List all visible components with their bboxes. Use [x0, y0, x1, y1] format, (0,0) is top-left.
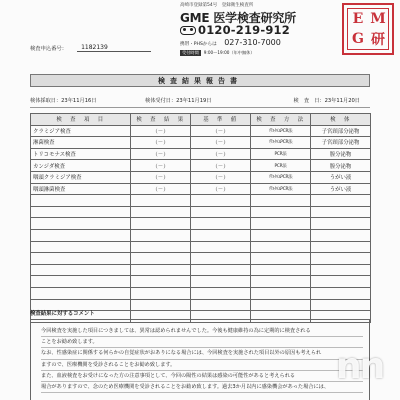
cell-result [131, 241, 191, 253]
hours-row [180, 50, 255, 56]
cell-specimen [311, 206, 371, 218]
lab-name: GME 医学検査研究所 [180, 11, 296, 25]
cell-item: トリコモナス検査 [31, 148, 131, 160]
cell-specimen [311, 195, 371, 207]
cell-specimen: 子宮頸部分泌物 [311, 125, 371, 137]
seal-char: M [370, 11, 386, 27]
cell-method: PCR法 [251, 160, 311, 172]
seal-grid [347, 8, 389, 50]
comment-line: ますので、医療機関を受診されることをお勧め致します。 [41, 360, 363, 371]
table-row [31, 218, 371, 230]
phone-row [180, 24, 290, 36]
table-row [31, 195, 371, 207]
cell-method [251, 218, 311, 230]
cell-result: （－） [131, 183, 191, 195]
cell-item [31, 218, 131, 230]
cell-method [251, 264, 311, 276]
cell-result [131, 264, 191, 276]
cell-method: PCR法 [251, 148, 311, 160]
cell-reference [191, 287, 251, 299]
freedial-icon [180, 26, 196, 35]
cell-specimen [311, 299, 371, 311]
cell-item: 咽頭淋菌検査 [31, 183, 131, 195]
cell-method: ﾘｱﾙﾀｲﾑPCR法 [251, 137, 311, 149]
cell-reference [191, 253, 251, 265]
cell-reference [191, 218, 251, 230]
report-title: 検査結果報告書 [30, 74, 370, 87]
cell-result [131, 253, 191, 265]
table-row [31, 287, 371, 299]
cell-item: 淋菌検査 [31, 137, 131, 149]
application-label: 検査申込番号： [30, 46, 68, 52]
cell-method [251, 299, 311, 311]
cell-item: クラミジア検査 [31, 125, 131, 137]
cell-item [31, 264, 131, 276]
cell-item [31, 229, 131, 241]
cell-specimen [311, 241, 371, 253]
cell-specimen [311, 253, 371, 265]
cell-method [251, 206, 311, 218]
cell-reference [191, 206, 251, 218]
cell-method [251, 195, 311, 207]
cell-item [31, 287, 131, 299]
header-specimen: 検 体 [311, 114, 371, 126]
cell-specimen: 膣分泌物 [311, 160, 371, 172]
cell-reference [191, 276, 251, 288]
cell-result: （－） [131, 171, 191, 183]
cell-method: ﾘｱﾙﾀｲﾑPCR法 [251, 171, 311, 183]
table-row [31, 253, 371, 265]
cell-reference: （－） [191, 160, 251, 172]
seal-char: G [352, 31, 364, 47]
cell-reference: （－） [191, 125, 251, 137]
cell-result [131, 276, 191, 288]
table-row [31, 137, 371, 149]
comment-heading: 検査結果に対するコメント [30, 311, 95, 317]
cell-item [31, 241, 131, 253]
cell-result: （－） [131, 125, 191, 137]
cell-result [131, 218, 191, 230]
phone-number: 0120-219-912 [198, 23, 290, 37]
cell-specimen [311, 218, 371, 230]
cell-method [251, 241, 311, 253]
cell-item: 咽頭クラミジア検査 [31, 171, 131, 183]
cell-specimen: 子宮頸部分泌物 [311, 137, 371, 149]
cell-reference [191, 299, 251, 311]
cell-method [251, 229, 311, 241]
seal-char: E [352, 11, 364, 27]
hours-text: 9:00～19:00（年中無休） [203, 50, 255, 55]
table-row [31, 160, 371, 172]
cell-specimen [311, 287, 371, 299]
cell-method [251, 276, 311, 288]
results-table [30, 113, 371, 323]
table-row [31, 264, 371, 276]
watermark-logo: nn [336, 346, 384, 387]
header-method: 検 査 方 法 [251, 114, 311, 126]
cell-result [131, 287, 191, 299]
cell-result [131, 206, 191, 218]
cell-reference: （－） [191, 183, 251, 195]
header-reference: 基 準 値 [191, 114, 251, 126]
cell-reference [191, 195, 251, 207]
cell-result: （－） [131, 160, 191, 172]
cell-reference: （－） [191, 171, 251, 183]
cell-specimen [311, 276, 371, 288]
cell-item [31, 253, 131, 265]
table-row [31, 241, 371, 253]
comment-line: 場合がありますので、念のため医療機関を受診されることをお勧め致します。過去3か月以内に感染機会があった場合には、 [41, 382, 363, 393]
cell-specimen: 膣分泌物 [311, 148, 371, 160]
collection-date: 検体採取日：23年11月16日 [30, 98, 97, 104]
table-row [31, 171, 371, 183]
cell-reference: （－） [191, 137, 251, 149]
cell-method [251, 253, 311, 265]
cell-reference [191, 264, 251, 276]
cell-reference [191, 241, 251, 253]
cell-specimen [311, 229, 371, 241]
received-date: 検体受付日：23年11月19日 [145, 98, 212, 104]
comment-line: なお、性感染症に関係する何らかの自覚症状がおありになる場合には、今回検査を実施された項目以外の原因も考えられ [41, 348, 363, 359]
table-row [31, 276, 371, 288]
table-row [31, 148, 371, 160]
cell-result [131, 299, 191, 311]
application-number [30, 44, 151, 52]
cell-item [31, 276, 131, 288]
cell-specimen [311, 264, 371, 276]
cell-result [131, 195, 191, 207]
application-value: 1182139 [77, 44, 151, 52]
table-header-row [31, 114, 371, 126]
cell-specimen: うがい液 [311, 183, 371, 195]
cell-item [31, 206, 131, 218]
table-row [31, 183, 371, 195]
hours-badge: 受付時間 [182, 50, 199, 55]
mobile-label: 携帯・PHSからは [180, 42, 217, 47]
table-row [31, 206, 371, 218]
header-result: 検 査 結 果 [131, 114, 191, 126]
cell-method: ﾘｱﾙﾀｲﾑPCR法 [251, 125, 311, 137]
cell-item [31, 195, 131, 207]
lab-registration: 高崎市登録第54号 登録衛生検査所 [180, 3, 254, 8]
comment-line: また、血液検査をお受けになった方の注意事項として、今回の陽性の結果は感染の可能性があると考えられる [41, 371, 363, 382]
cell-method [251, 287, 311, 299]
header-item: 検 査 項 目 [31, 114, 131, 126]
table-row [31, 229, 371, 241]
comment-box [30, 319, 370, 400]
mobile-number: 027-310-7000 [224, 38, 281, 47]
test-date: 検 査 日：23年11月20日 [293, 98, 360, 104]
cell-item: カンジダ検査 [31, 160, 131, 172]
cell-reference: （－） [191, 148, 251, 160]
table-row [31, 125, 371, 137]
cell-method: ﾘｱﾙﾀｲﾑPCR法 [251, 183, 311, 195]
comment-line: ことをお勧め致します。 [41, 337, 363, 348]
comment-line: 今回検査を実施した項目につきましては、異常は認められませんでした。今後も健康維持の為に定期的に検査される [41, 326, 363, 337]
lab-seal-stamp [342, 3, 394, 55]
cell-result: （－） [131, 137, 191, 149]
cell-reference [191, 229, 251, 241]
seal-char: 研 [371, 32, 385, 48]
cell-result [131, 229, 191, 241]
dates-row [30, 97, 370, 108]
cell-result: （－） [131, 148, 191, 160]
cell-specimen: うがい液 [311, 171, 371, 183]
mobile-row [180, 38, 281, 47]
